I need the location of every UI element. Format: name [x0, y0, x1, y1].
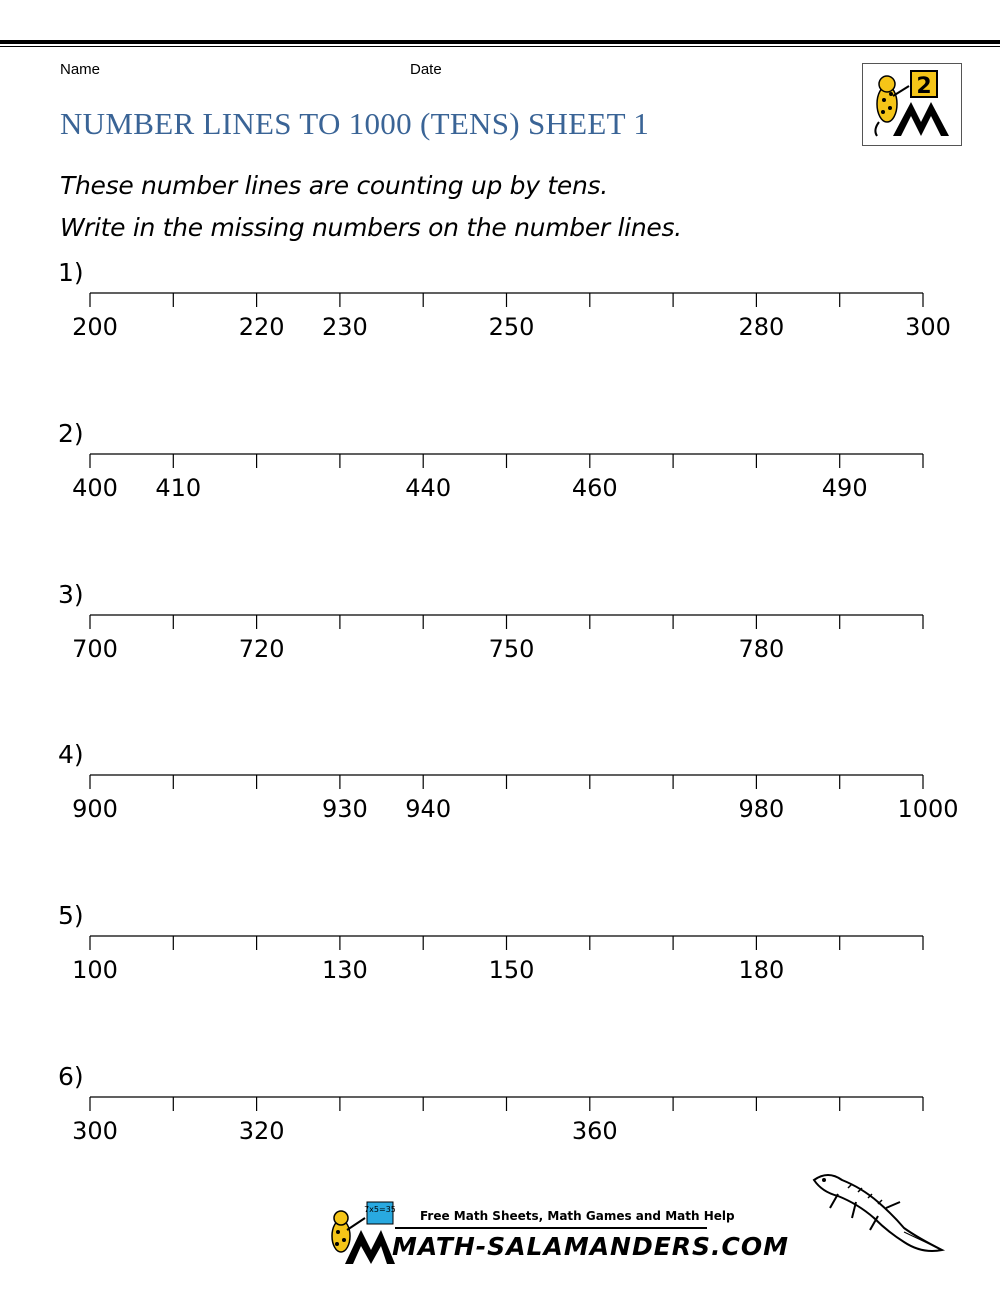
instruction-line-1: These number lines are counting up by tens. [60, 171, 608, 200]
tick-label: 360 [571, 1117, 618, 1145]
tick-label: 280 [738, 313, 785, 341]
tick-label: 130 [321, 956, 368, 985]
tick-label: 250 [488, 313, 535, 341]
tick-label: 440 [405, 473, 452, 502]
footer-salamander-icon [325, 1200, 395, 1268]
name-label: Name [60, 61, 101, 78]
tick-label: 150 [488, 956, 535, 985]
number-line [0, 773, 1000, 803]
tick-label: 400 [72, 473, 118, 502]
tick-label: 410 [155, 473, 202, 502]
tick-label: 750 [488, 634, 535, 663]
footer-badge-text: 7x5=35 [364, 1205, 395, 1214]
date-label: Date [410, 61, 442, 78]
instruction-line-2: Write in the missing numbers on the number lines. [60, 213, 682, 242]
tick-label: 200 [72, 313, 118, 341]
footer-rule [395, 1227, 707, 1229]
tick-label: 900 [72, 795, 118, 824]
tick-label: 300 [72, 1117, 118, 1145]
question-label: 4) [58, 740, 84, 770]
logo-digit: 2 [916, 74, 932, 99]
question-label: 3) [58, 579, 84, 609]
tick-label: 180 [738, 956, 785, 985]
footer-tagline: Free Math Sheets, Math Games and Math Help [420, 1209, 735, 1223]
question-label: 6) [58, 1062, 84, 1091]
tick-label: 320 [238, 1117, 285, 1145]
footer-site-name: MATH-SALAMANDERS.COM [392, 1232, 790, 1261]
salamander-icon [808, 1168, 948, 1260]
tick-label: 230 [321, 313, 368, 341]
tick-label: 980 [738, 795, 785, 824]
footer-logo [325, 1200, 395, 1273]
tick-label: 930 [321, 795, 368, 824]
top-rule-thin [0, 46, 1000, 47]
tick-label: 490 [821, 473, 868, 502]
question-label: 1) [58, 258, 84, 287]
page-title: NUMBER LINES TO 1000 (TENS) SHEET 1 [60, 106, 650, 141]
question-label: 5) [58, 901, 84, 931]
salamander-logo-icon [863, 64, 961, 145]
salamander-illustration [808, 1168, 948, 1265]
number-line [0, 1095, 1000, 1125]
tick-label: 720 [238, 634, 285, 663]
tick-label: 300 [905, 313, 951, 341]
top-rule [0, 40, 1000, 44]
question-label: 2) [58, 418, 84, 448]
tick-label: 1000 [897, 795, 959, 824]
tick-label: 460 [571, 473, 618, 502]
tick-label: 700 [72, 634, 118, 663]
tick-label: 220 [238, 313, 285, 341]
tick-label: 780 [738, 634, 785, 663]
tick-label: 940 [405, 795, 452, 824]
grade-logo [862, 63, 962, 146]
tick-label: 100 [72, 956, 118, 985]
